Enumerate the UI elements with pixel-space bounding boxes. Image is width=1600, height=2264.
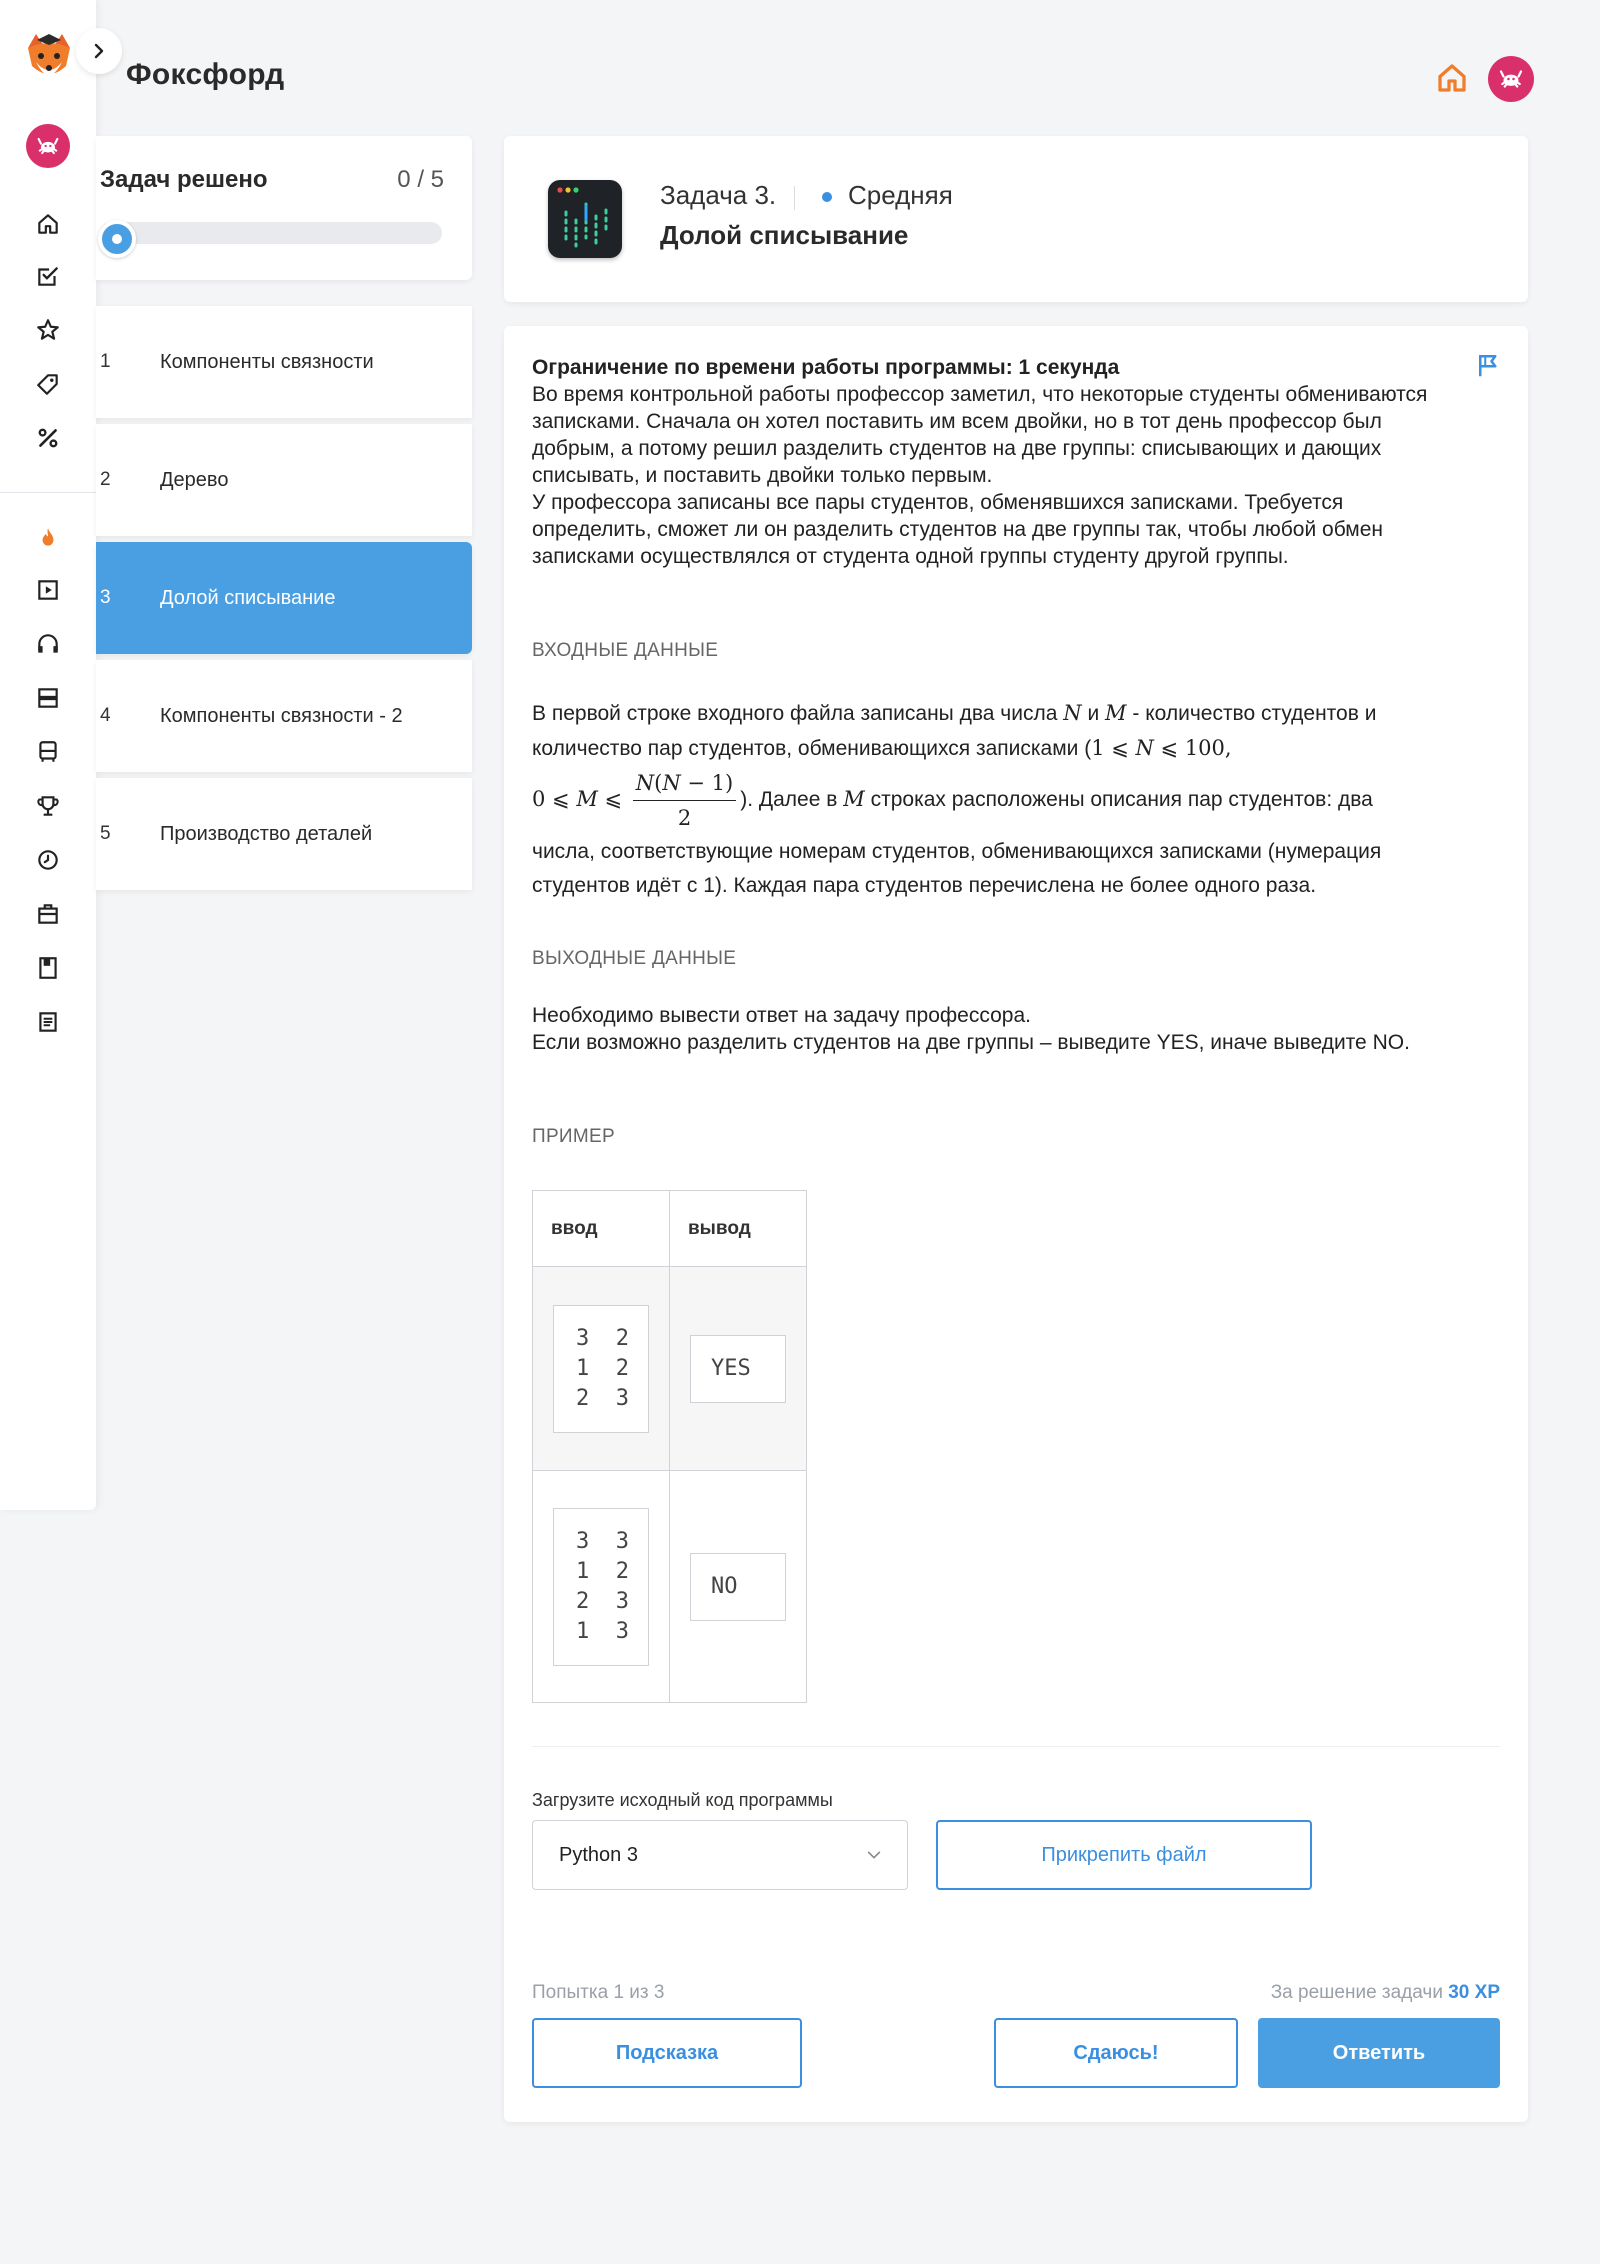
task-thumbnail: [548, 180, 622, 258]
section-divider: [532, 1746, 1500, 1747]
task-number: 2: [100, 469, 111, 490]
example-row: [533, 1471, 807, 1703]
example-input-cell: [533, 1471, 670, 1703]
sidebar-rail: [0, 0, 96, 1510]
input-text-c: - количество студентов и количество пар студентов, обменивающихся записками (: [532, 702, 1377, 760]
nav-tasks[interactable]: [28, 256, 68, 296]
nav-history[interactable]: [28, 840, 68, 880]
task-number: 4: [100, 705, 111, 726]
task-content-card: [504, 326, 1528, 2122]
task-name: Производство деталей: [160, 822, 373, 845]
nav-favorites[interactable]: [28, 310, 68, 350]
attach-file-button[interactable]: Прикрепить файл: [936, 1820, 1312, 1890]
code-terminal-icon: [548, 180, 622, 258]
upload-label: Загрузите исходный код программы: [532, 1790, 833, 1810]
header-separator: [794, 186, 795, 210]
example-section-label: ПРИМЕР: [532, 1126, 615, 1147]
example-output-cell: [670, 1267, 807, 1471]
difficulty-dot: [822, 192, 832, 202]
nav-courses[interactable]: [28, 678, 68, 718]
output-section-label: ВЫХОДНЫЕ ДАННЫЕ: [532, 948, 737, 969]
output-paragraph-2: Если возможно разделить студентов на две группы – выведите YES, иначе выведите NO.: [532, 1031, 1410, 1054]
attempt-counter: Попытка 1 из 3: [532, 1982, 665, 2003]
percent-icon: [35, 425, 61, 451]
rail-divider: [0, 492, 96, 493]
give-up-button[interactable]: Сдаюсь!: [994, 2018, 1238, 2088]
example-output: NO: [690, 1553, 786, 1621]
example-input-cell: [533, 1267, 670, 1471]
input-text-e: строках расположены описания пар студентов: два числа, соответствующие номерам студентов, обменивающихся записками (нумерация студентов идёт с 1). Каждая пара студентов перечислена не более одного раза.: [532, 788, 1382, 897]
math-n: N: [1063, 701, 1082, 725]
example-table: [532, 1190, 807, 1703]
task-number: 5: [100, 823, 111, 844]
nav-home[interactable]: [28, 204, 68, 244]
star-icon: [35, 317, 61, 343]
task-list-item-4[interactable]: [96, 660, 472, 772]
nav-tags[interactable]: [28, 364, 68, 404]
layers-icon: [35, 685, 61, 711]
nav-documents[interactable]: [28, 1002, 68, 1042]
chevron-right-icon: [89, 41, 109, 61]
nav-achievements[interactable]: [28, 786, 68, 826]
briefcase-icon: [35, 901, 61, 927]
math-constraint-m: 0 ⩽ M ⩽ $\frac{N(N - 1)}{2}$: [532, 787, 740, 811]
progress-title: Задач решено: [100, 166, 268, 193]
task-title: Долой списывание: [660, 220, 909, 250]
checklist-icon: [35, 263, 61, 289]
example-input: 3 3 1 2 2 3 1 3: [553, 1508, 649, 1666]
tag-icon: [35, 371, 61, 397]
statement-paragraph-2: У профессора записаны все пары студентов, обменявшихся записками. Требуется определить, сможет ли он разделить студентов на две группы так, чтобы любой обмен записками осуществлялся от студента одной группы студенту другой группы.: [532, 491, 1384, 568]
book-icon: [35, 955, 61, 981]
headphones-icon: [35, 631, 61, 657]
foxford-logo[interactable]: [22, 30, 76, 84]
task-header-card: [504, 136, 1528, 302]
task-number: 3: [100, 587, 111, 608]
math-constraint-n: 1 ⩽ N ⩽ 100,: [1091, 736, 1232, 760]
example-header-output: вывод: [670, 1191, 807, 1267]
task-list-item-3[interactable]: [96, 542, 472, 654]
home-icon: [35, 211, 61, 237]
nav-discounts[interactable]: [28, 418, 68, 458]
clock-icon: [35, 847, 61, 873]
output-paragraph-1: Необходимо вывести ответ на задачу профессора.: [532, 1004, 1031, 1027]
reward-text: [1271, 1982, 1500, 2004]
example-row: [533, 1267, 807, 1471]
example-input: 3 2 1 2 2 3: [553, 1305, 649, 1433]
play-icon: [35, 577, 61, 603]
time-limit: Ограничение по времени работы программы: 1 секунда: [532, 356, 1120, 379]
math-m2: M: [843, 787, 865, 811]
statement-paragraph-1: Во время контрольной работы профессор заметил, что некоторые студенты обмениваются записками. Сначала он хотел поставить им всем двойки, но в тот день профессор был добрым, а потому решил разделить студентов на две группы: списывающих и дающих списывать, и поставить двойки только первым.: [532, 383, 1428, 487]
task-list-item-2[interactable]: [96, 424, 472, 536]
header-avatar[interactable]: [1488, 56, 1534, 102]
reward-xp: 30 XP: [1448, 1982, 1500, 2003]
home-icon: [1434, 60, 1470, 96]
task-list-item-1[interactable]: [96, 306, 472, 418]
task-name: Компоненты связности - 2: [160, 704, 403, 727]
progress-count: 0 / 5: [397, 166, 444, 193]
crab-icon: [34, 132, 62, 160]
task-list-item-5[interactable]: [96, 778, 472, 890]
expand-sidebar-button[interactable]: [76, 28, 122, 74]
statement-text: [532, 354, 1432, 570]
trophy-icon: [35, 793, 61, 819]
nav-audio[interactable]: [28, 624, 68, 664]
input-text-d: ). Далее в: [740, 788, 844, 811]
fire-icon: [35, 525, 61, 551]
report-flag-button[interactable]: [1474, 350, 1504, 380]
example-output: YES: [690, 1335, 786, 1403]
task-number-label: Задача 3.: [660, 180, 777, 210]
task-name: Дерево: [160, 468, 229, 491]
answer-button[interactable]: Ответить: [1258, 2018, 1500, 2088]
task-name: Долой списывание: [160, 586, 336, 609]
nav-library[interactable]: [28, 948, 68, 988]
language-select[interactable]: [532, 1820, 908, 1890]
chevron-down-icon: [865, 1846, 883, 1864]
example-header-input: ввод: [533, 1191, 670, 1267]
language-value: Python 3: [559, 1843, 638, 1866]
difficulty-label: Средняя: [848, 180, 953, 210]
output-description: [532, 1002, 1432, 1056]
nav-streak[interactable]: [28, 518, 68, 558]
input-description: [532, 696, 1432, 903]
brand-title: Фоксфорд: [126, 58, 285, 91]
header-home-button[interactable]: [1434, 60, 1470, 96]
input-text-b: и: [1081, 702, 1106, 725]
nav-transport[interactable]: [28, 732, 68, 772]
reward-prefix: За решение задачи: [1270, 1982, 1449, 2003]
input-text-a: В первой строке входного файла записаны два числа: [532, 702, 1064, 725]
progress-bar: [100, 222, 442, 244]
document-icon: [35, 1009, 61, 1035]
flag-icon: [1474, 350, 1504, 380]
task-name: Компоненты связности: [160, 350, 374, 373]
nav-career[interactable]: [28, 894, 68, 934]
example-output-cell: [670, 1471, 807, 1703]
progress-card: [96, 136, 472, 280]
user-avatar[interactable]: [26, 124, 70, 168]
hint-button[interactable]: Подсказка: [532, 2018, 802, 2088]
math-m: M: [1105, 701, 1127, 725]
task-number: 1: [100, 351, 111, 372]
input-section-label: ВХОДНЫЕ ДАННЫЕ: [532, 640, 719, 661]
bus-icon: [35, 739, 61, 765]
crab-icon: [1496, 64, 1526, 94]
progress-knob: [98, 220, 136, 258]
nav-video[interactable]: [28, 570, 68, 610]
